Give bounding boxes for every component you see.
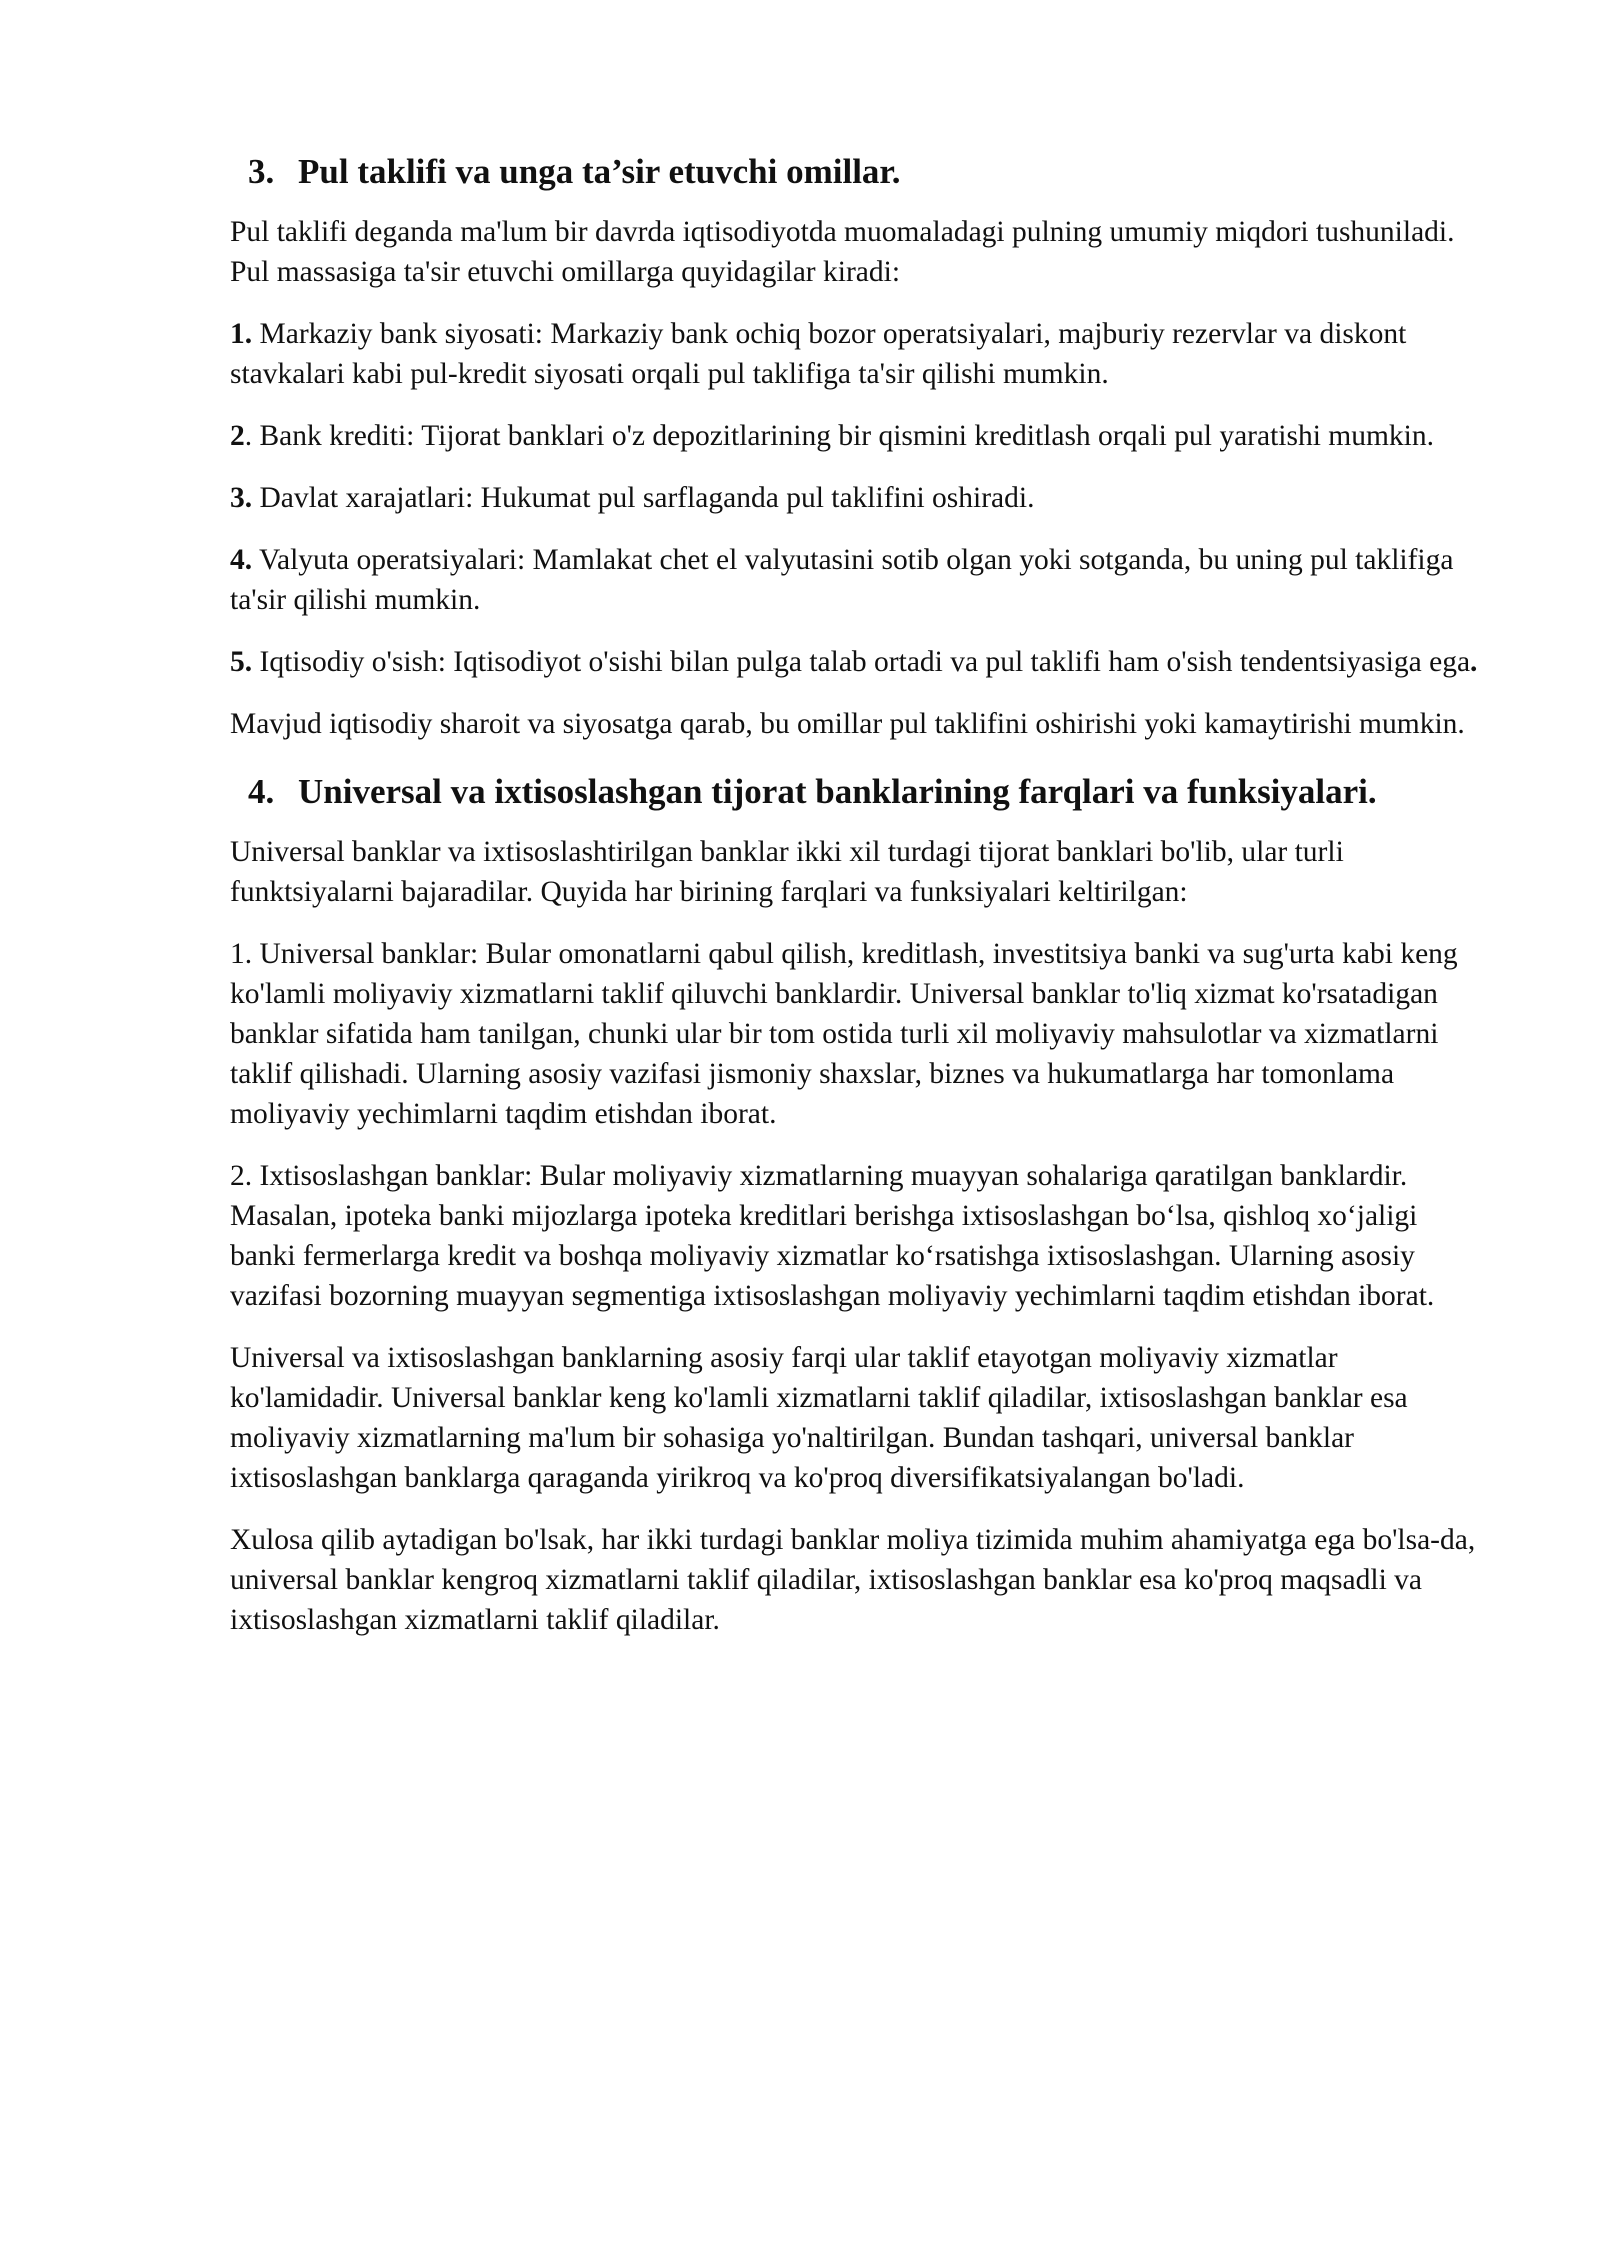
list-item-number: 1. bbox=[230, 318, 253, 350]
list-item-number: 3. bbox=[230, 482, 253, 514]
section-4-number: 4. bbox=[248, 772, 275, 811]
document-page bbox=[230, 150, 1485, 1662]
list-item bbox=[230, 540, 1485, 620]
section-4-paragraph: Universal va ixtisoslashgan banklarning asosiy farqi ular taklif etayotgan moliyaviy xizmatlar ko'lamidadir. Universal banklar keng ko'lamli xizmatlarni taklif qiladilar, ixtisoslashgan banklar esa moliyaviy xizmatlarning ma'lum bir sohasiga yo'naltirilgan. Bundan tashqari, universal banklar ixtisoslashgan banklarga qaraganda yirikroq va ko'proq diversifikatsiyalangan bo'ladi. bbox=[230, 1342, 1408, 1494]
section-4-paragraph: Universal banklar va ixtisoslashtirilgan banklar ikki xil turdagi tijorat banklari bo'lib, ular turli funktsiyalarni bajaradilar. Quyida har birining farqlari va funksiyalari keltirilgan: bbox=[230, 836, 1344, 908]
list-item bbox=[230, 416, 1485, 456]
list-item bbox=[230, 478, 1485, 518]
list-item-text: Valyuta operatsiyalari: Mamlakat chet el valyutasini sotib olgan yoki sotganda, bu uning pul taklifiga ta'sir qilishi mumkin. bbox=[230, 544, 1454, 616]
section-4-paragraph: 2. Ixtisoslashgan banklar: Bular moliyaviy xizmatlarning muayyan sohalariga qaratilgan banklardir. Masalan, ipoteka banki mijozlarga ipoteka kreditlari berishga ixtisoslashgan bo‘lsa, qishloq xo‘jaligi banki fermerlarga kredit va boshqa moliyaviy xizmatlar ko‘rsatishga ixtisoslashgan. Ularning asosiy vazifasi bozorning muayyan segmentiga ixtisoslashgan moliyaviy yechimlarni taqdim etishdan iborat. bbox=[230, 1160, 1435, 1312]
section-3-intro: Pul taklifi deganda ma'lum bir davrda iqtisodiyotda muomaladagi pulning umumiy miqdori tushuniladi. Pul massasiga ta'sir etuvchi omillarga quyidagilar kiradi: bbox=[230, 216, 1455, 288]
section-3-number: 3. bbox=[248, 152, 275, 191]
section-3-heading bbox=[248, 150, 1485, 194]
list-item-text: Markaziy bank siyosati: Markaziy bank ochiq bozor operatsiyalari, majburiy rezervlar va diskont stavkalari kabi pul-kredit siyosati orqali pul taklifiga ta'sir qilishi mumkin. bbox=[230, 318, 1407, 390]
section-4-paragraph: 1. Universal banklar: Bular omonatlarni qabul qilish, kreditlash, investitsiya banki va sug'urta kabi keng ko'lamli moliyaviy xizmatlarni taklif qiluvchi banklardir. Universal banklar to'liq xizmat ko'rsatadigan banklar sifatida ham tanilgan, chunki ular bir tom ostida turli xil moliyaviy mahsulotlar va xizmatlarni taklif qilishadi. Ularning asosiy vazifasi jismoniy shaxslar, biznes va hukumatlarga har tomonlama moliyaviy yechimlarni taqdim etishdan iborat. bbox=[230, 938, 1458, 1130]
section-4-title: Universal va ixtisoslashgan tijorat banklarining farqlari va funksiyalari. bbox=[298, 772, 1377, 811]
list-item-number: 5. bbox=[230, 646, 253, 678]
list-item bbox=[230, 642, 1485, 682]
section-4-paragraph: Xulosa qilib aytadigan bo'lsak, har ikki turdagi banklar moliya tizimida muhim ahamiyatga ega bo'lsa-da, universal banklar kengroq xizmatlarni taklif qiladilar, ixtisoslashgan banklar esa ko'proq maqsadli va ixtisoslashgan xizmatlarni taklif qiladilar. bbox=[230, 1524, 1476, 1636]
list-item-tail: . bbox=[1470, 646, 1478, 678]
list-item bbox=[230, 314, 1485, 394]
list-item-number: 2 bbox=[230, 420, 245, 452]
list-item-text: . Bank krediti: Tijorat banklari o'z depozitlarining bir qismini kreditlash orqali pul yaratishi mumkin. bbox=[244, 420, 1434, 452]
section-3-title: Pul taklifi va unga ta’sir etuvchi omillar. bbox=[298, 152, 901, 191]
section-4-heading bbox=[248, 770, 1485, 814]
list-item-text: Davlat xarajatlari: Hukumat pul sarflaganda pul taklifini oshiradi. bbox=[252, 482, 1035, 514]
list-item-number: 4. bbox=[230, 544, 253, 576]
list-item-text: Iqtisodiy o'sish: Iqtisodiyot o'sishi bilan pulga talab ortadi va pul taklifi ham o'sish tendentsiyasiga ega bbox=[252, 646, 1471, 678]
section-3-conclusion: Mavjud iqtisodiy sharoit va siyosatga qarab, bu omillar pul taklifini oshirishi yoki kamaytirishi mumkin. bbox=[230, 708, 1465, 740]
